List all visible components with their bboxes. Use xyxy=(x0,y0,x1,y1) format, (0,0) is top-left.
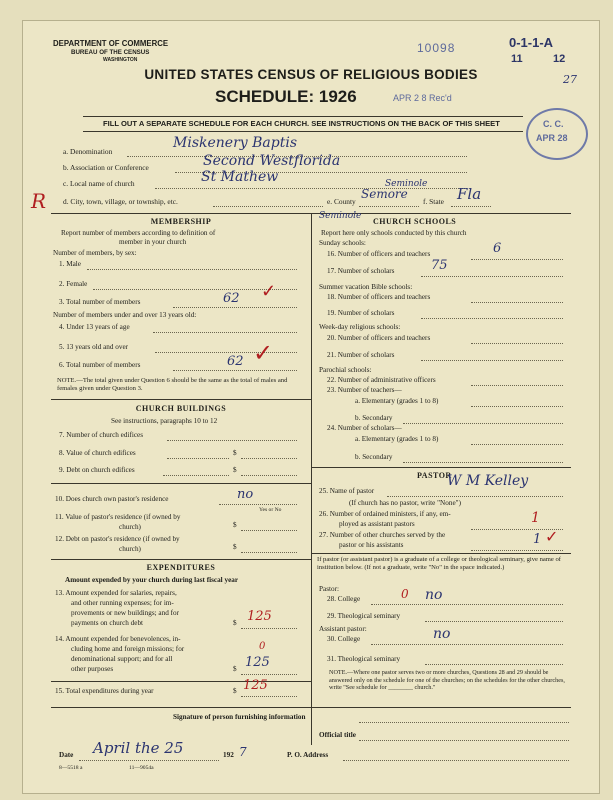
q14-label-3: denominational support; and for all xyxy=(71,655,173,663)
q9-label: 9. Debt on church edifices xyxy=(59,466,135,474)
q26-label-2: ployed as assistant pastors xyxy=(339,520,415,528)
q12-label-1: 12. Debt on pastor's residence (if owned by xyxy=(55,535,180,543)
q13-label-4: payments on church debt xyxy=(71,619,144,627)
q12-label-2: church) xyxy=(119,545,141,553)
q15-dollar: $ xyxy=(233,687,237,695)
q7-label: 7. Number of church edifices xyxy=(59,431,144,439)
q6-label: 6. Total number of members xyxy=(59,361,141,369)
po-address-label: P. O. Address xyxy=(287,751,329,759)
q14-mark: 0 xyxy=(259,641,266,652)
q10-value[interactable]: no xyxy=(237,487,254,502)
form-title: UNITED STATES CENSUS OF RELIGIOUS BODIES xyxy=(144,67,478,82)
association-value[interactable]: Second Westflorida xyxy=(203,153,341,169)
q13-label-3: provements or new buildings; and for xyxy=(71,609,179,617)
q23a-label: a. Elementary (grades 1 to 8) xyxy=(355,397,439,405)
q6-value[interactable]: 62 xyxy=(227,354,244,369)
red-check-mark: ✓ xyxy=(253,341,274,367)
pastor-heading: PASTOR xyxy=(417,471,452,480)
q30-value[interactable]: no xyxy=(433,626,451,642)
q17-label: 17. Number of scholars xyxy=(327,267,395,275)
q27-label-1: 27. Number of other churches served by the xyxy=(319,531,446,539)
q18-label: 18. Number of officers and teachers xyxy=(327,293,431,301)
q26-value[interactable]: 1 xyxy=(531,510,540,526)
assistant-pastor-subhead: Assistant pastor: xyxy=(319,625,367,633)
denomination-value[interactable]: Miskenery Baptis xyxy=(173,135,298,151)
q25-label: 25. Name of pastor xyxy=(319,487,375,495)
city-label: d. City, town, village, or township, etc. xyxy=(63,197,178,206)
q17-value[interactable]: 75 xyxy=(431,258,448,273)
q30-label: 30. College xyxy=(327,635,361,643)
census-schedule-form xyxy=(22,20,600,794)
q3-value[interactable]: 62 xyxy=(223,291,240,306)
q11-dollar: $ xyxy=(233,521,237,529)
received-stamp: APR 2 8 Rec'd xyxy=(393,93,452,103)
cc-stamp-date: APR 28 xyxy=(536,133,568,143)
q25-note: (If church has no pastor, write "None") xyxy=(349,499,461,507)
q28-mark: 0 xyxy=(401,587,409,601)
q22-label: 22. Number of administrative officers xyxy=(327,376,436,384)
q21-label: 21. Number of scholars xyxy=(327,351,395,359)
buildings-heading: CHURCH BUILDINGS xyxy=(135,404,227,413)
q24-label: 24. Number of scholars— xyxy=(327,424,402,432)
state-label: f. State xyxy=(423,197,444,206)
schools-margin-note: Seminole xyxy=(319,211,362,221)
membership-intro-1: Report number of members according to definition of xyxy=(61,229,216,237)
yes-or-no-hint: Yes or No xyxy=(259,507,282,513)
print-number: 11—9054a xyxy=(129,765,154,771)
membership-heading: MEMBERSHIP xyxy=(150,217,212,226)
graduate-note: If pastor (or assistant pastor) is a graduate of a college or theological seminary, give name of institution below. (If not a graduate, write "No" in the space indicated.) xyxy=(317,556,562,571)
q14-value[interactable]: 125 xyxy=(245,655,270,670)
red-r-mark: R xyxy=(31,189,47,213)
q5-label: 5. 13 years old and over xyxy=(59,343,129,351)
date-label: Date xyxy=(59,751,74,759)
q14-label-1: 14. Amount expended for benevolences, in- xyxy=(55,635,181,643)
corner-mark: 27 xyxy=(563,73,577,86)
cc-stamp-top: C. C. xyxy=(543,119,564,129)
form-number: 8—5518 a xyxy=(59,765,83,771)
q23b-label: b. Secondary xyxy=(355,414,393,422)
denomination-label: a. Denomination xyxy=(63,147,113,156)
q1-label: 1. Male xyxy=(59,260,81,268)
q13-dollar: $ xyxy=(233,619,237,627)
expenditures-sub: Amount expended by your church during last fiscal year xyxy=(65,576,239,584)
q25-value[interactable]: W M Kelley xyxy=(447,473,529,489)
q4-label: 4. Under 13 years of age xyxy=(59,323,130,331)
q27-label-2: pastor or his assistants xyxy=(339,541,404,549)
q16-value[interactable]: 6 xyxy=(493,241,502,256)
q2-label: 2. Female xyxy=(59,280,88,288)
q11-label-1: 11. Value of pastor's residence (if owned by xyxy=(55,513,181,521)
q24b-label: b. Secondary xyxy=(355,453,393,461)
q31-label: 31. Theological seminary xyxy=(327,655,401,663)
q14-label-4: other purposes xyxy=(71,665,114,673)
weekday-schools-label: Week-day religious schools: xyxy=(319,323,401,331)
year-value[interactable]: 7 xyxy=(239,745,247,759)
red-check-mark: ✓ xyxy=(261,281,277,301)
summer-schools-label: Summer vacation Bible schools: xyxy=(319,283,413,291)
q9-dollar: $ xyxy=(233,466,237,474)
pastor-subhead: Pastor: xyxy=(319,585,339,593)
local-name-value[interactable]: St Mathew xyxy=(201,169,279,185)
q12-dollar: $ xyxy=(233,543,237,551)
signature-label: Signature of person furnishing information xyxy=(173,713,306,721)
schools-intro: Report here only schools conducted by this church xyxy=(321,229,467,237)
county-label: e. County xyxy=(327,197,356,206)
age-split-label: Number of members under and over 13 years old: xyxy=(53,311,197,319)
cc-stamp xyxy=(526,108,588,160)
local-name-label: c. Local name of church xyxy=(63,179,135,188)
q16-label: 16. Number of officers and teachers xyxy=(327,250,431,258)
q24a-label: a. Elementary (grades 1 to 8) xyxy=(355,435,439,443)
q14-label-2: cluding home and foreign missions; for xyxy=(71,645,185,653)
pastor-note: NOTE.—Where one pastor serves two or more churches, Questions 28 and 29 should be answered only on the schedule for one of the churches; on the schedules for the other churches, write "See schedule for ________ church." xyxy=(329,669,565,692)
q13-value[interactable]: 125 xyxy=(247,609,272,624)
year-prefix: 192 xyxy=(223,751,234,759)
official-title-label: Official title xyxy=(319,731,356,739)
q10-label: 10. Does church own pastor's residence xyxy=(55,495,169,503)
bureau-name: BUREAU OF THE CENSUS xyxy=(71,49,150,56)
q20-label: 20. Number of officers and teachers xyxy=(327,334,431,342)
q29-label: 29. Theological seminary xyxy=(327,612,401,620)
county-value[interactable]: Semore xyxy=(361,187,408,201)
membership-note: NOTE.—The total given under Question 6 should be the same as the total of males and females given under Question 3. xyxy=(57,377,288,392)
sunday-schools-label: Sunday schools: xyxy=(319,239,366,247)
q14-dollar: $ xyxy=(233,665,237,673)
q11-label-2: church) xyxy=(119,523,141,531)
q15-value[interactable]: 125 xyxy=(243,678,268,693)
city-name: WASHINGTON xyxy=(103,57,138,63)
membership-intro-2: member in your church xyxy=(119,238,187,246)
q8-dollar: $ xyxy=(233,449,237,457)
county-correction: Seminole xyxy=(385,179,428,189)
form-code-number-2: 12 xyxy=(553,53,566,65)
q15-label: 15. Total expenditures during year xyxy=(55,687,154,695)
q8-label: 8. Value of church edifices xyxy=(59,449,136,457)
q3-label: 3. Total number of members xyxy=(59,298,141,306)
instruction-banner: FILL OUT A SEPARATE SCHEDULE FOR EACH CHURCH. SEE INSTRUCTIONS ON THE BACK OF THIS SHEET xyxy=(103,119,500,128)
parochial-schools-label: Parochial schools: xyxy=(319,366,372,374)
red-check-mark: ✓ xyxy=(545,529,559,546)
q27-value[interactable]: 1 xyxy=(533,532,542,547)
q13-label-2: and other running expenses; for im- xyxy=(71,599,174,607)
q19-label: 19. Number of scholars xyxy=(327,309,395,317)
schools-heading: CHURCH SCHOOLS xyxy=(373,217,457,226)
form-code-number-1: 11 xyxy=(511,53,523,65)
serial-number: 10098 xyxy=(417,41,456,55)
date-value[interactable]: April the 25 xyxy=(93,739,184,757)
q28-label: 28. College xyxy=(327,595,361,603)
state-value[interactable]: Fla xyxy=(457,185,482,203)
department-name: DEPARTMENT OF COMMERCE xyxy=(53,39,169,48)
q26-label-1: 26. Number of ordained ministers, if any, em- xyxy=(319,510,451,518)
expenditures-heading: EXPENDITURES xyxy=(146,563,216,572)
buildings-sub: See instructions, paragraphs 10 to 12 xyxy=(111,417,218,425)
q28-value[interactable]: no xyxy=(425,587,443,603)
association-label: b. Association or Conference xyxy=(63,163,149,172)
q23-label: 23. Number of teachers— xyxy=(327,386,402,394)
form-code: 0-1-1-A xyxy=(509,35,554,50)
by-sex-label: Number of members, by sex: xyxy=(53,249,137,257)
schedule-year: SCHEDULE: 1926 xyxy=(215,87,357,106)
q13-label-1: 13. Amount expended for salaries, repairs, xyxy=(55,589,177,597)
